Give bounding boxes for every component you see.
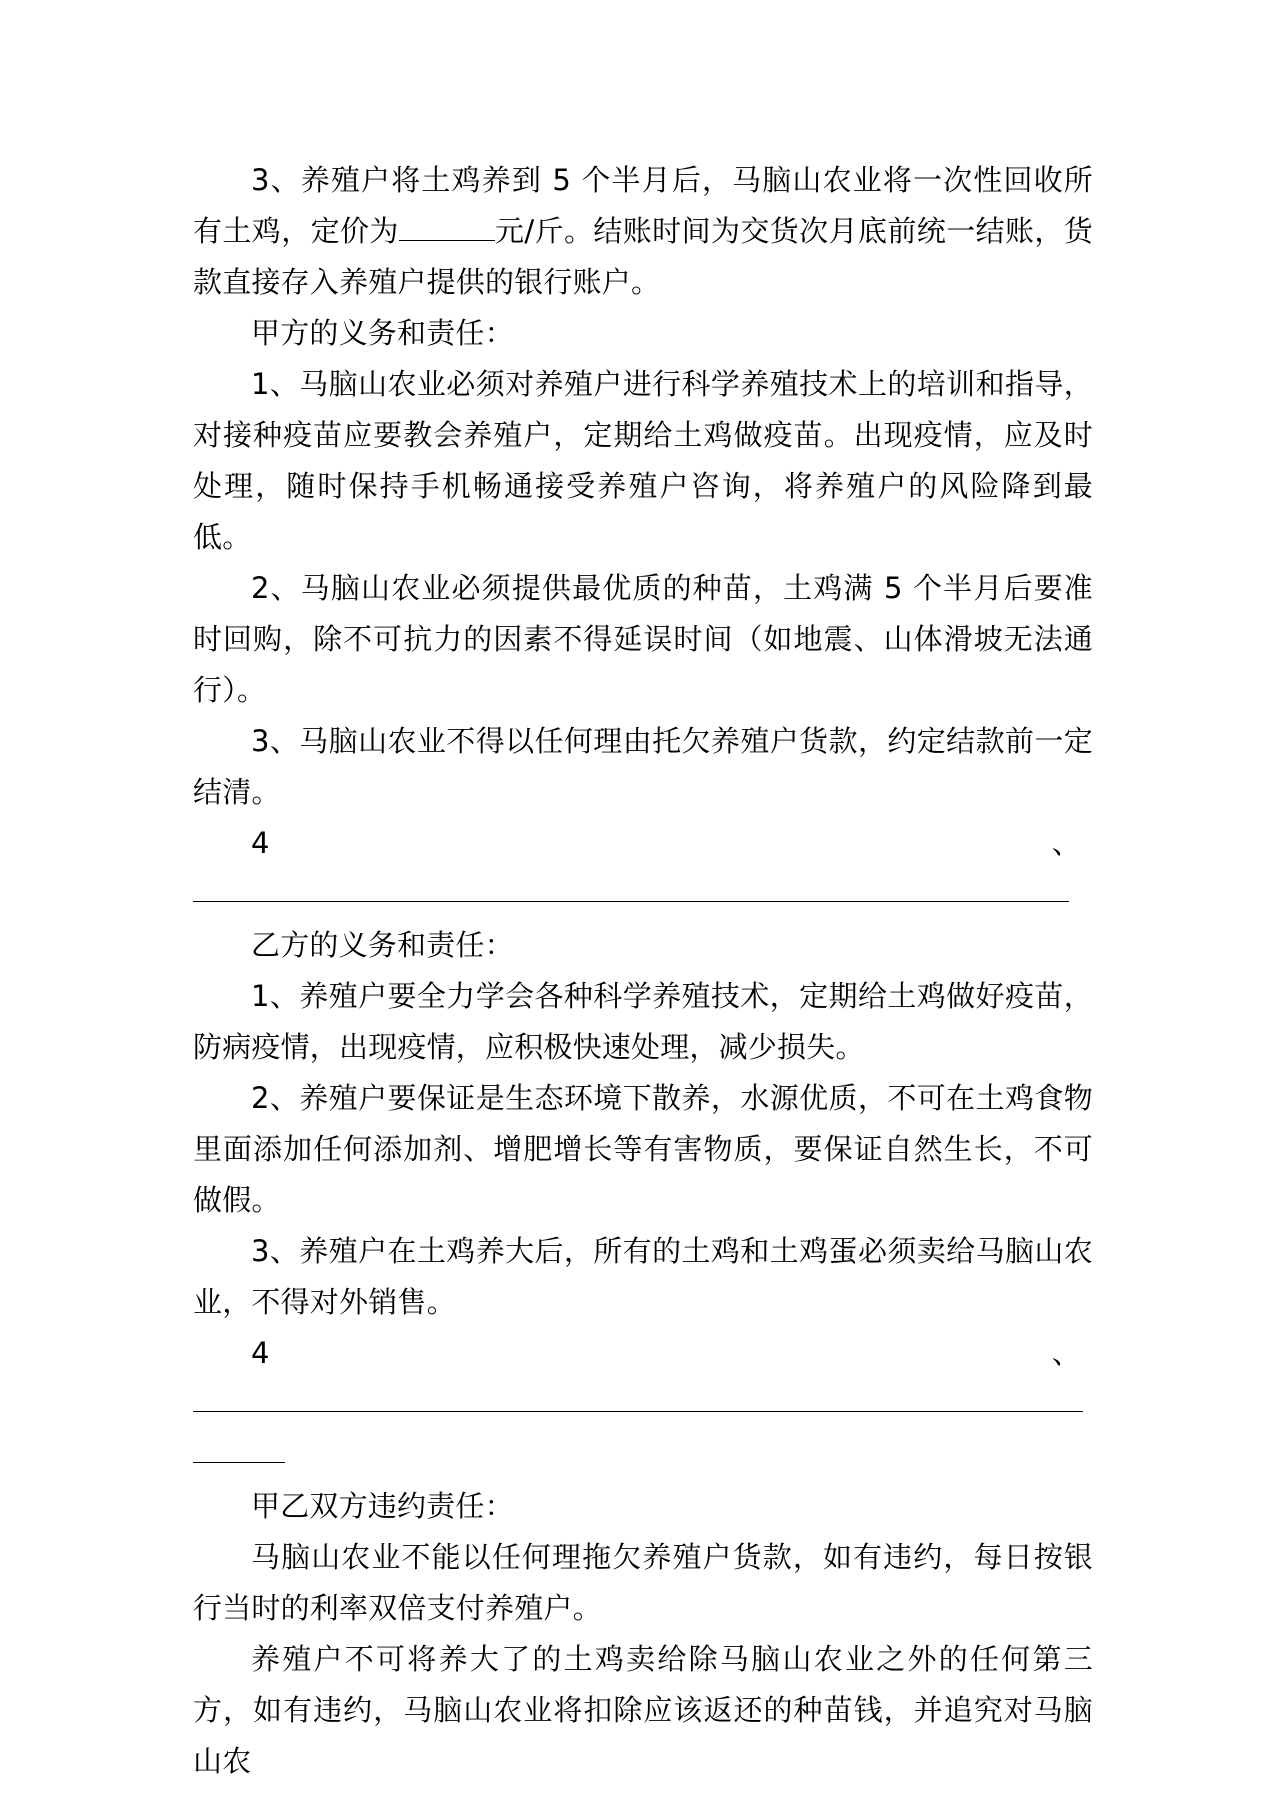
- party-b-item-4-number: 4: [251, 1336, 270, 1370]
- party-a-item-4: [193, 818, 1093, 869]
- party-b-item-4-blank-row-2: [193, 1430, 1093, 1481]
- breach-item-2: 养殖户不可将养大了的土鸡卖给除马脑山农业之外的任何第三方，如有违约，马脑山农业将扣除应该返还的种苗钱，并追究对马脑山农: [193, 1642, 1093, 1778]
- party-b-item-4-blank-line-1: [193, 1411, 1083, 1412]
- party-b-item-4-blank-row-1: [193, 1379, 1093, 1430]
- party-b-item-4-blank-line-2: [193, 1462, 285, 1463]
- party-a-item-4-separator: 、: [1051, 826, 1081, 860]
- party-a-item-1: 1、马脑山农业必须对养殖户进行科学养殖技术上的培训和指导，对接种疫苗应要教会养殖户，定期给土鸡做疫苗。出现疫情，应及时处理，随时保持手机畅通接受养殖户咨询，将养殖户的风险降到最低。: [193, 367, 1093, 554]
- party-a-item-4-number: 4: [251, 826, 270, 860]
- party-a-item-4-blank-line: [193, 901, 1069, 902]
- party-b-item-3: 3、养殖户在土鸡养大后，所有的土鸡和土鸡蛋必须卖给马脑山农业，不得对外销售。: [193, 1234, 1093, 1319]
- price-clause-text-after: 元/斤。结账时间为交货次月底前统一结账，货款直接存入养殖户提供的银行账户。: [193, 214, 1093, 299]
- breach-item-1: 马脑山农业不能以任何理拖欠养殖户货款，如有违约，每日按银行当时的利率双倍支付养殖户。: [193, 1540, 1093, 1625]
- party-b-item-1: 1、养殖户要全力学会各种科学养殖技术，定期给土鸡做好疫苗，防病疫情，出现疫情，应积极快速处理，减少损失。: [193, 979, 1093, 1064]
- party-b-heading: 乙方的义务和责任：: [251, 928, 514, 962]
- breach-heading: 甲乙双方违约责任：: [251, 1489, 514, 1523]
- party-a-heading: 甲方的义务和责任：: [251, 316, 514, 350]
- party-b-item-2: 2、养殖户要保证是生态环境下散养，水源优质，不可在土鸡食物里面添加任何添加剂、增肥增长等有害物质，要保证自然生长，不可做假。: [193, 1081, 1093, 1217]
- clause-a3-price: [193, 155, 1093, 308]
- document-body: [193, 155, 1093, 1787]
- party-a-item-4-blank-row: [193, 869, 1093, 920]
- party-a-item-3: 3、马脑山农业不得以任何理由托欠养殖户货款，约定结款前一定结清。: [193, 724, 1093, 809]
- party-a-item-2: 2、马脑山农业必须提供最优质的种苗，土鸡满 5 个半月后要准时回购，除不可抗力的因素不得延误时间（如地震、山体滑坡无法通行）。: [193, 571, 1093, 707]
- party-b-item-4: [193, 1328, 1093, 1379]
- price-blank: [399, 210, 495, 241]
- price-clause-text-before: 3、养殖户将土鸡养到 5 个半月后，马脑山农业将一次性回收所有土鸡，定价为: [193, 163, 1093, 248]
- party-b-item-4-separator: 、: [1051, 1336, 1081, 1370]
